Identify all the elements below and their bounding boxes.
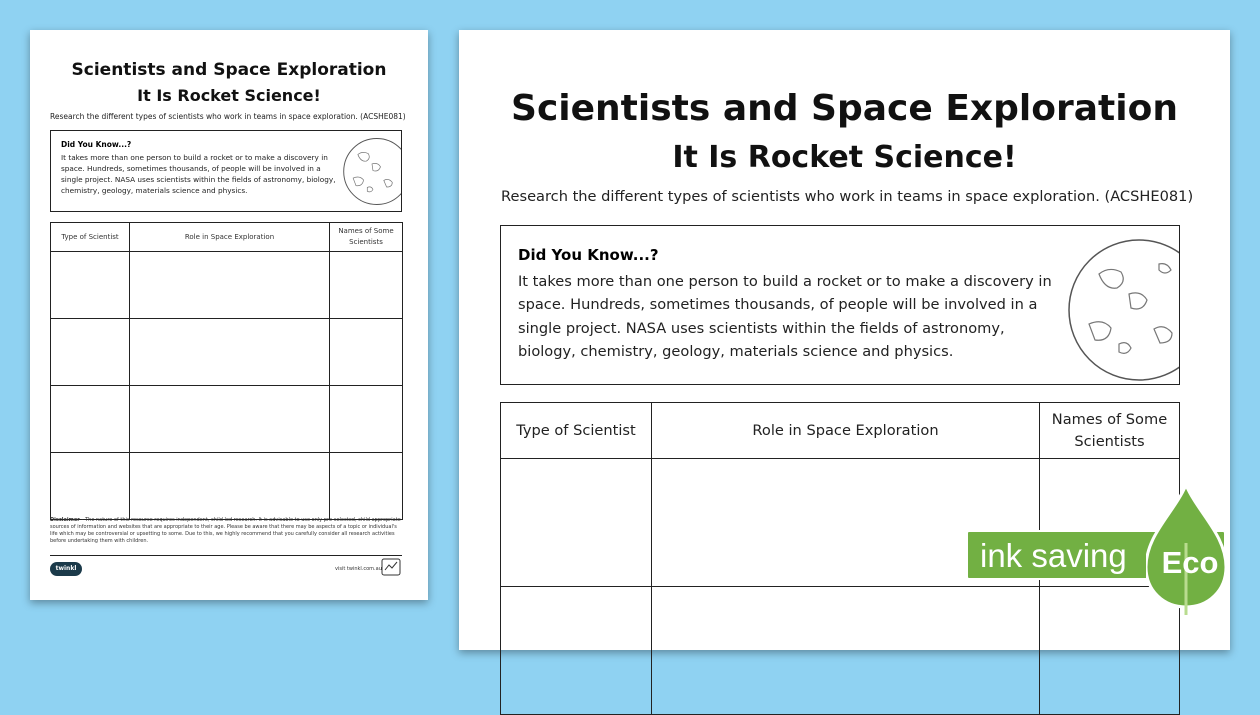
- moon-icon: [1059, 234, 1180, 384]
- instruction-text: Research the different types of scientists who work in teams in space exploration. (ACSHE081): [501, 188, 1194, 205]
- instruction-text: Research the different types of scientists who work in teams in space exploration. (ACSHE081): [50, 112, 406, 121]
- table-row: [51, 386, 403, 453]
- table-row: [51, 453, 403, 520]
- column-header: Role in Space Exploration: [652, 403, 1040, 459]
- ink-saving-eco-badge: [966, 483, 1256, 615]
- page-title: Scientists and Space Exploration: [511, 88, 1178, 129]
- column-header: Names of Some Scientists: [1040, 403, 1180, 459]
- worksheet-preview-small: [30, 30, 428, 600]
- did-you-know-text: It takes more than one person to build a rocket or to make a discovery in space. Hundreds, sometimes thousands, of people will be involved in a single project. NASA uses scientists within the fields of astronomy, biology, chemistry, geology, materials science and physics.: [61, 153, 336, 195]
- moon-icon: [339, 135, 402, 207]
- did-you-know-heading: Did You Know...?: [518, 246, 659, 264]
- column-header: Type of Scientist: [501, 403, 652, 459]
- column-header: Type of Scientist: [51, 223, 130, 252]
- disclaimer: Disclaimer - The nature of this resource requires independent, child led research. It is advisable to use only pre-selected, child appropriate sources of information and websites that are appropriate to their age. Please be aware that there may be aspects of a topic or individual's life which may be controversial or upsetting to some. Due to this, we highly recommend that you carefully consider all research activities before undertaking them with children.: [50, 517, 401, 544]
- ink-saving-label: ink saving: [980, 537, 1127, 574]
- did-you-know-heading: Did You Know...?: [61, 140, 132, 149]
- table-row: [51, 252, 403, 319]
- footer-divider: [50, 555, 402, 556]
- table-row: [51, 319, 403, 386]
- scientist-table: [50, 222, 403, 520]
- footer-site: visit twinkl.com.au: [335, 566, 382, 572]
- stamp-icon: [381, 558, 401, 576]
- column-header: Role in Space Exploration: [130, 223, 330, 252]
- eco-label: Eco: [1161, 545, 1219, 580]
- did-you-know-text: It takes more than one person to build a rocket or to make a discovery in space. Hundreds, sometimes thousands, of people will be involved in a single project. NASA uses scientists within the fields of astronomy, biology, chemistry, geology, materials science and physics.: [518, 273, 1052, 360]
- page-title: Scientists and Space Exploration: [71, 60, 387, 80]
- column-header: Names of Some Scientists: [330, 223, 403, 252]
- page-subtitle: It Is Rocket Science!: [672, 140, 1017, 175]
- did-you-know-box: [50, 130, 402, 212]
- twinkl-logo: twinkl: [50, 562, 82, 576]
- did-you-know-box: [500, 225, 1180, 385]
- page-subtitle: It Is Rocket Science!: [137, 86, 321, 105]
